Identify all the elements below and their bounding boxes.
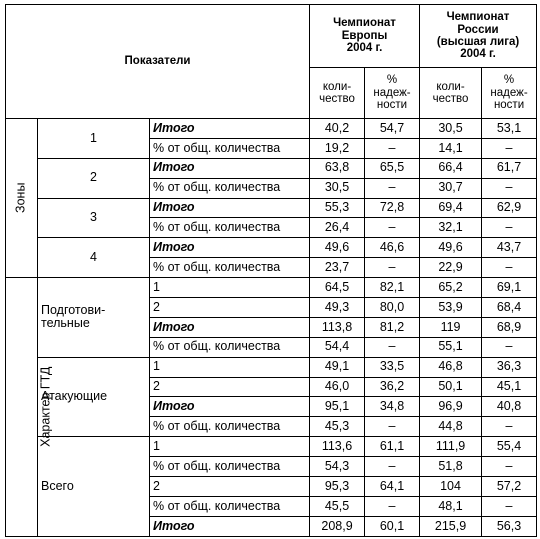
table-cell: 69,4 (420, 198, 482, 218)
table-cell: 119 (420, 317, 482, 337)
table-cell: 19,2 (310, 138, 365, 158)
table-cell: 55,3 (310, 198, 365, 218)
table-row (6, 198, 537, 218)
table-cell: 96,9 (420, 397, 482, 417)
table-cell: 45,1 (482, 377, 537, 397)
table-cell: 208,9 (310, 516, 365, 536)
table-cell: 26,4 (310, 218, 365, 238)
total-label: Итого (150, 397, 310, 417)
row-label: 2 (150, 298, 310, 318)
pct-label: % от общ. количества (150, 417, 310, 437)
table-cell: 49,1 (310, 357, 365, 377)
table-cell: 65,2 (420, 278, 482, 298)
table-cell: 64,1 (365, 477, 420, 497)
table-cell: 33,5 (365, 357, 420, 377)
table-cell: 113,6 (310, 437, 365, 457)
table-row (6, 158, 537, 178)
euro-championship-header: Чемпионат Европы 2004 г. (310, 5, 420, 68)
table-cell: 45,5 (310, 496, 365, 516)
table-cell: 64,5 (310, 278, 365, 298)
total-label: Итого (150, 119, 310, 139)
row-label: 1 (150, 278, 310, 298)
table-cell: 95,3 (310, 477, 365, 497)
total-label: Итого (150, 317, 310, 337)
table-cell: 36,2 (365, 377, 420, 397)
table-cell: 60,1 (365, 516, 420, 536)
row-label: 2 (150, 377, 310, 397)
table-cell: 40,8 (482, 397, 537, 417)
table-row (6, 357, 537, 377)
table-cell: 49,3 (310, 298, 365, 318)
table-cell: – (365, 218, 420, 238)
table-cell: 45,3 (310, 417, 365, 437)
zone-name: 1 (38, 119, 150, 159)
row-label: 2 (150, 477, 310, 497)
table-cell: – (365, 496, 420, 516)
table-cell: 69,1 (482, 278, 537, 298)
pct-label: % от общ. количества (150, 457, 310, 477)
russia-qty-header: коли- чество (420, 68, 482, 119)
table-cell: – (365, 337, 420, 357)
table-cell: 111,9 (420, 437, 482, 457)
table-cell: 68,4 (482, 298, 537, 318)
table-cell: – (482, 337, 537, 357)
table-cell: – (482, 178, 537, 198)
table-cell: 104 (420, 477, 482, 497)
table-cell: 65,5 (365, 158, 420, 178)
table-cell: 54,4 (310, 337, 365, 357)
pct-label: % от общ. количества (150, 218, 310, 238)
russia-championship-header: Чемпионат России (высшая лига) 2004 г. (420, 5, 537, 68)
table-cell: – (482, 138, 537, 158)
table-cell: 22,9 (420, 258, 482, 278)
table-cell: 61,7 (482, 158, 537, 178)
table-cell: 49,6 (310, 238, 365, 258)
table-cell: 54,3 (310, 457, 365, 477)
total-label: Итого (150, 158, 310, 178)
table-cell: 34,8 (365, 397, 420, 417)
table-cell: 30,7 (420, 178, 482, 198)
russia-pct-header: % надеж- ности (482, 68, 537, 119)
row-label: 1 (150, 357, 310, 377)
table-cell: 55,4 (482, 437, 537, 457)
table-cell: 56,3 (482, 516, 537, 536)
table-cell: 53,1 (482, 119, 537, 139)
gtd-group-prep: Подготови- тельные (38, 278, 150, 358)
table-cell: 61,1 (365, 437, 420, 457)
table-cell: 68,9 (482, 317, 537, 337)
table-cell: – (482, 218, 537, 238)
table-cell: 53,9 (420, 298, 482, 318)
indicators-header: Показатели (6, 5, 310, 119)
table-cell: 51,8 (420, 457, 482, 477)
table-cell: – (365, 457, 420, 477)
table-cell: 82,1 (365, 278, 420, 298)
euro-qty-header: коли- чество (310, 68, 365, 119)
table-cell: 81,2 (365, 317, 420, 337)
table-cell: 95,1 (310, 397, 365, 417)
zone-name: 3 (38, 198, 150, 238)
table-cell: 46,6 (365, 238, 420, 258)
table-cell: – (365, 258, 420, 278)
table-cell: 80,0 (365, 298, 420, 318)
statistics-table (5, 4, 537, 537)
table-cell: – (365, 178, 420, 198)
table-cell: 63,8 (310, 158, 365, 178)
table-cell: 54,7 (365, 119, 420, 139)
pct-label: % от общ. количества (150, 178, 310, 198)
table-cell: 113,8 (310, 317, 365, 337)
table-cell: 50,1 (420, 377, 482, 397)
table-cell: 215,9 (420, 516, 482, 536)
table-cell: 49,6 (420, 238, 482, 258)
table-row (6, 437, 537, 457)
table-row (6, 278, 537, 298)
table-cell: 66,4 (420, 158, 482, 178)
table-cell: 62,9 (482, 198, 537, 218)
table-cell: 48,1 (420, 496, 482, 516)
total-label: Итого (150, 516, 310, 536)
table-cell: 23,7 (310, 258, 365, 278)
pct-label: % от общ. количества (150, 258, 310, 278)
total-label: Итого (150, 238, 310, 258)
table-cell: – (365, 138, 420, 158)
table-row (6, 238, 537, 258)
table-cell: – (482, 417, 537, 437)
zone-name: 4 (38, 238, 150, 278)
zones-label: Зоны (6, 119, 38, 278)
table-cell: 46,8 (420, 357, 482, 377)
pct-label: % от общ. количества (150, 496, 310, 516)
table-cell: 40,2 (310, 119, 365, 139)
gtd-group-all: Всего (38, 437, 150, 536)
table-cell: 30,5 (310, 178, 365, 198)
gtd-label: Характер ГТД (6, 278, 38, 537)
table-cell: 44,8 (420, 417, 482, 437)
table-cell: 57,2 (482, 477, 537, 497)
table-cell: 30,5 (420, 119, 482, 139)
table-cell: 32,1 (420, 218, 482, 238)
table-cell: – (482, 258, 537, 278)
pct-label: % от общ. количества (150, 337, 310, 357)
zone-name: 2 (38, 158, 150, 198)
table-cell: 55,1 (420, 337, 482, 357)
pct-label: % от общ. количества (150, 138, 310, 158)
gtd-group-attack: Атакующие (38, 357, 150, 437)
table-cell: 72,8 (365, 198, 420, 218)
table-cell: – (482, 496, 537, 516)
table-cell: 43,7 (482, 238, 537, 258)
table-row (6, 119, 537, 139)
table-cell: – (365, 417, 420, 437)
table-cell: 46,0 (310, 377, 365, 397)
table-cell: 14,1 (420, 138, 482, 158)
euro-pct-header: % надеж- ности (365, 68, 420, 119)
total-label: Итого (150, 198, 310, 218)
row-label: 1 (150, 437, 310, 457)
table-cell: – (482, 457, 537, 477)
table-cell: 36,3 (482, 357, 537, 377)
